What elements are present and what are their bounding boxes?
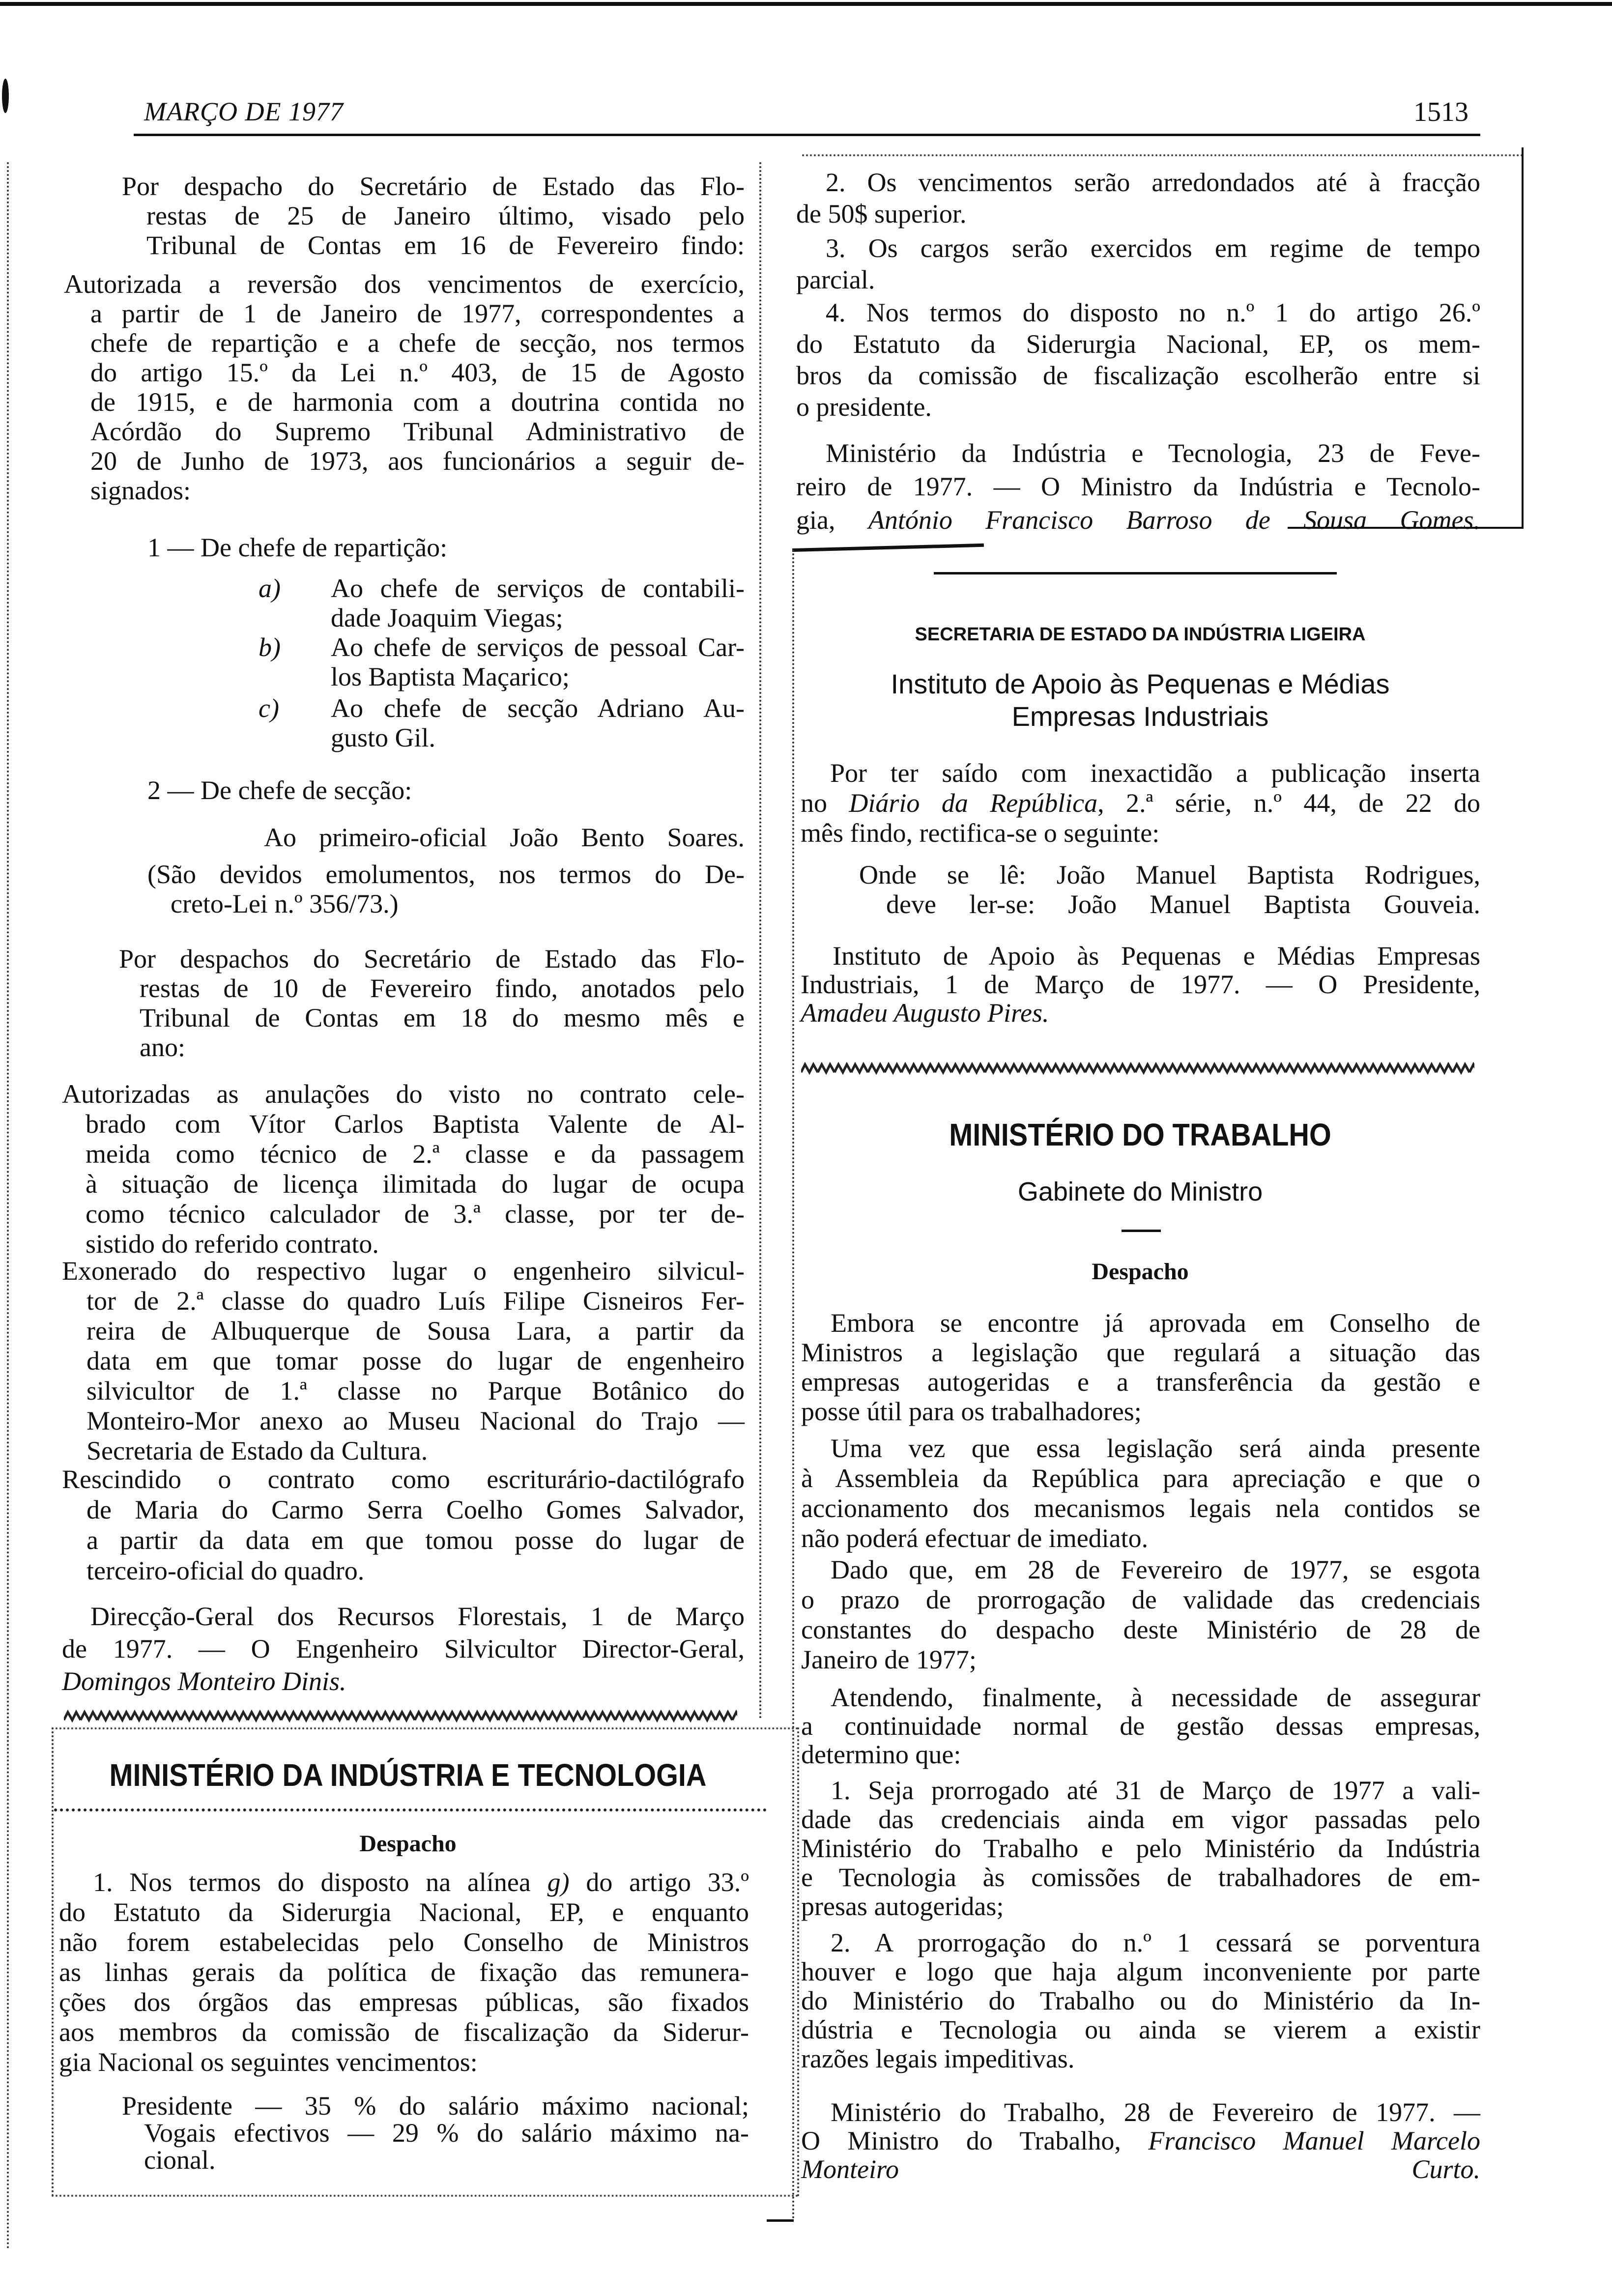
text-line: de 1977. — O Engenheiro Silvicultor Director-Geral, xyxy=(62,1634,745,1664)
box-border-top xyxy=(52,1727,799,1729)
text-line: 3. Os cargos serão exercidos em regime de tempo xyxy=(826,233,1480,263)
text-line: Autorizadas as anulações do visto no contrato cele- xyxy=(62,1079,745,1109)
box-border-top xyxy=(802,154,1524,156)
despacho-heading: Despacho xyxy=(359,1831,457,1857)
text-line: 2 — De chefe de secção: xyxy=(147,775,412,805)
text-line: Presidente — 35 % do salário máximo nacional; xyxy=(122,2091,749,2121)
text-line: tor de 2.ª classe do quadro Luís Filipe Cisneiros Fer- xyxy=(86,1286,745,1316)
text-line: à Assembleia da República para apreciação e que o xyxy=(801,1464,1480,1493)
text-line: Tribunal de Contas em 16 de Fevereiro findo: xyxy=(146,230,745,260)
text-line: Ministros a legislação que regulará a situação das xyxy=(801,1338,1480,1367)
list-heading xyxy=(147,775,745,805)
text-line: do Estatuto da Siderurgia Nacional, EP, os mem- xyxy=(796,329,1480,359)
italic-text: g) xyxy=(547,1867,570,1897)
text-line: gusto Gil. xyxy=(331,723,436,752)
text-line: Instituto de Apoio às Pequenas e Médias Empresas xyxy=(833,941,1480,971)
text-line: Secretaria de Estado da Cultura. xyxy=(86,1436,428,1465)
text-line: Autorizada a reversão dos vencimentos de exercício, xyxy=(64,269,745,299)
list-item-label: a) xyxy=(259,574,281,603)
text-line: Ministério do Trabalho, 28 de Fevereiro de 1977. — xyxy=(831,2097,1480,2127)
text-line xyxy=(796,503,1480,537)
text-line: de Maria do Carmo Serra Coelho Gomes Salvador, xyxy=(86,1495,745,1524)
ministry-title: MINISTÉRIO DO TRABALHO xyxy=(949,1117,1331,1152)
section-rule xyxy=(934,572,1337,574)
text-line: 4. Nos termos do disposto no n.º 1 do artigo 26.º xyxy=(826,298,1480,327)
text-line: Rescindido o contrato como escriturário-dactilógrafo xyxy=(62,1464,745,1494)
signature-block xyxy=(796,436,1480,537)
text-line: chefe de repartição e a chefe de secção, nos termos xyxy=(90,328,745,358)
text-line: o presidente. xyxy=(796,392,932,422)
text-segment: , 2.ª série, n.º 44, de 22 do xyxy=(1097,788,1481,818)
italic-text: António Francisco Barroso de Sousa Gomes. xyxy=(868,505,1480,535)
title-rule xyxy=(54,1808,767,1811)
text-line: Onde se lê: João Manuel Baptista Rodrigues, xyxy=(859,860,1480,890)
correction xyxy=(859,860,1480,919)
paragraph xyxy=(801,1434,1480,1553)
institute-title xyxy=(801,668,1479,733)
header-date: MARÇO DE 1977 xyxy=(144,97,344,126)
list-item-label: c) xyxy=(259,693,279,723)
text-line: mês findo, rectifica-se o seguinte: xyxy=(801,818,1160,848)
despacho-heading: Despacho xyxy=(1092,1259,1189,1285)
text-line: Tribunal de Contas em 18 do mesmo mês e xyxy=(140,1003,745,1033)
text-segment: gia, xyxy=(796,505,868,535)
cabinet-heading: Gabinete do Ministro xyxy=(1017,1177,1263,1206)
paragraph xyxy=(796,167,1480,230)
text-line: Ministério da Indústria e Tecnologia, 23 de Feve- xyxy=(826,438,1480,468)
text-line: dade Joaquim Viegas; xyxy=(331,603,563,632)
text-line: do Ministério do Trabalho ou do Ministério da In- xyxy=(801,1986,1480,2015)
signature-block xyxy=(801,942,1480,1027)
text-line: Por ter saído com inexactidão a publicação inserta xyxy=(830,758,1480,788)
box-border-bottom xyxy=(52,2195,799,2197)
header-rule xyxy=(134,134,1480,136)
text-line: reiro de 1977. — O Ministro da Indústria e Tecnolo- xyxy=(796,472,1480,501)
paragraph xyxy=(64,269,745,505)
text-line: Vogais efectivos — 29 % do salário máximo na- xyxy=(144,2118,749,2148)
text-line xyxy=(801,2155,1480,2183)
text-line: creto-Lei n.º 356/73.) xyxy=(171,889,399,918)
text-line: o prazo de prorrogação de validade das credenciais xyxy=(801,1585,1480,1614)
text-line xyxy=(801,999,1480,1027)
text-line: de 1915, e de harmonia com a doutrina contida no xyxy=(90,387,745,417)
text-line: presas autogeridas; xyxy=(801,1892,1004,1921)
paragraph xyxy=(122,172,745,260)
italic-text: Domingos Monteiro Dinis. xyxy=(62,1666,346,1696)
text-line: Industriais, 1 de Março de 1977. — O Presidente, xyxy=(801,970,1480,999)
text-line: constantes do despacho deste Ministério de 28 de xyxy=(801,1615,1480,1644)
box-border-left xyxy=(792,549,794,2220)
text-line: Acórdão do Supremo Tribunal Administrativo de xyxy=(90,417,745,446)
text-line: los Baptista Maçarico; xyxy=(331,662,570,691)
text-line: dústria e Tecnologia ou ainda se vierem a existir xyxy=(801,2015,1480,2044)
text-line: 2. A prorrogação do n.º 1 cessará se porventura xyxy=(831,1928,1480,1957)
box-corner-mark xyxy=(767,2219,794,2222)
paragraph xyxy=(62,1079,745,1259)
paragraph xyxy=(796,297,1480,423)
box-border-left xyxy=(52,1727,54,2197)
page-number: 1513 xyxy=(1413,97,1468,127)
list-item xyxy=(259,632,745,691)
punch-hole-mark xyxy=(2,79,9,113)
text-line: Ministério do Trabalho e pelo Ministério da Indústria xyxy=(801,1834,1480,1863)
paragraph xyxy=(801,1555,1480,1675)
paragraph xyxy=(796,232,1480,295)
text-line: silvicultor de 1.ª classe no Parque Botânico do xyxy=(86,1376,745,1406)
italic-text: Amadeu Augusto Pires. xyxy=(801,998,1049,1028)
list-item-label: b) xyxy=(259,632,281,662)
text-line: as linhas gerais da política de fixação das remunera- xyxy=(59,1957,749,1987)
text-line: como técnico calculador de 3.ª classe, por ter de- xyxy=(86,1199,745,1229)
text-line: Dado que, em 28 de Fevereiro de 1977, se esgota xyxy=(831,1555,1480,1584)
text-line: signados: xyxy=(90,476,191,505)
column-divider-left xyxy=(759,162,761,1720)
text-line: Direcção-Geral dos Recursos Florestais, 1 de Março xyxy=(90,1602,745,1631)
paragraph xyxy=(801,1308,1480,1426)
list-heading xyxy=(147,533,745,562)
text-line: empresas autogeridas e a transferência da gestão e xyxy=(801,1367,1480,1397)
salary-list xyxy=(122,2093,749,2174)
text-line: não forem estabelecidas pelo Conselho de Ministros xyxy=(59,1927,749,1957)
list-item xyxy=(259,693,745,752)
text-line: Empresas Industriais xyxy=(1011,701,1269,732)
text-line: dade das credenciais ainda em vigor passadas pelo xyxy=(801,1805,1480,1834)
paragraph xyxy=(119,944,745,1062)
text-line: ções dos órgãos das empresas públicas, são fixados xyxy=(59,1987,749,2017)
text-line: restas de 25 de Janeiro último, visado pelo xyxy=(146,201,745,230)
text-segment: 1. Nos termos do disposto na alínea xyxy=(93,1867,547,1897)
text-line: Monteiro-Mor anexo ao Museu Nacional do Trajo — xyxy=(86,1406,745,1435)
text-line: reira de Albuquerque de Sousa Lara, a partir da xyxy=(86,1316,745,1346)
text-line: posse útil para os trabalhadores; xyxy=(801,1397,1142,1426)
text-line: Ao chefe de serviços de contabili- xyxy=(331,574,745,603)
text-line: sistido do referido contrato. xyxy=(86,1229,379,1259)
text-line: restas de 10 de Fevereiro findo, anotados pelo xyxy=(140,974,745,1003)
text-segment: do artigo 33.º xyxy=(569,1867,749,1897)
text-line: houver e logo que haja algum inconveniente por parte xyxy=(801,1957,1480,1986)
paragraph xyxy=(59,1867,749,2077)
text-line: Por despachos do Secretário de Estado das Flo- xyxy=(119,944,745,974)
text-line: gia Nacional os seguintes vencimentos: xyxy=(59,2047,478,2077)
text-line: do Estatuto da Siderurgia Nacional, EP, e enquanto xyxy=(59,1897,749,1927)
text-line: a partir da data em que tomou posse do lugar de xyxy=(86,1525,745,1555)
text-segment: no xyxy=(801,788,849,818)
paragraph xyxy=(801,1928,1480,2073)
text-line: 1 — De chefe de repartição: xyxy=(147,533,448,562)
text-line: Por despacho do Secretário de Estado das Flo- xyxy=(122,172,745,201)
note xyxy=(147,860,745,918)
text-line: e Tecnologia às comissões de trabalhadores de em- xyxy=(801,1863,1480,1892)
text-line: à situação de licença ilimitada do lugar de ocupa xyxy=(86,1169,745,1199)
italic-text: Francisco Manuel Marcelo xyxy=(1148,2126,1480,2155)
text-line: do artigo 15.º da Lei n.º 403, de 15 de Agosto xyxy=(90,358,745,387)
text-line: 20 de Junho de 1973, aos funcionários a seguir de- xyxy=(90,446,745,476)
text-line: Instituto de Apoio às Pequenas e Médias xyxy=(891,668,1390,699)
signature-block xyxy=(62,1600,745,1697)
text-line: Ao chefe de serviços de pessoal Car- xyxy=(331,632,745,662)
text-line: Exonerado do respectivo lugar o engenheiro silvicul- xyxy=(62,1256,745,1286)
text-line: Ao chefe de secção Adriano Au- xyxy=(331,693,745,723)
text-line xyxy=(59,1867,749,1897)
list-item xyxy=(259,574,745,632)
text-line xyxy=(62,1665,745,1697)
secretaria-heading: SECRETARIA DE ESTADO DA INDÚSTRIA LIGEIRA xyxy=(915,624,1366,645)
italic-text: Monteiro Curto. xyxy=(801,2154,1480,2184)
box-border-right xyxy=(797,1727,799,2197)
text-line: bros da comissão de fiscalização escolherão entre si xyxy=(796,361,1480,390)
ornament-divider xyxy=(801,1062,1474,1076)
list-item xyxy=(264,823,745,852)
text-line: meida como técnico de 2.ª classe e da passagem xyxy=(86,1139,745,1169)
text-line: accionamento dos mecanismos legais nela contidos se xyxy=(801,1493,1480,1523)
ministry-title: MINISTÉRIO DA INDÚSTRIA E TECNOLOGIA xyxy=(109,1757,707,1793)
text-line: aos membros da comissão de fiscalização da Siderur- xyxy=(59,2017,749,2047)
text-line: Janeiro de 1977; xyxy=(801,1645,977,1674)
text-line: brado com Vítor Carlos Baptista Valente de Al- xyxy=(86,1109,745,1139)
paragraph xyxy=(62,1464,745,1586)
top-border-line xyxy=(0,2,1612,6)
text-line: de 50$ superior. xyxy=(796,199,967,229)
text-line: data em que tomar posse do lugar de engenheiro xyxy=(86,1346,745,1376)
paragraph xyxy=(801,758,1480,848)
text-line: Atendendo, finalmente, à necessidade de assegurar xyxy=(831,1683,1480,1712)
text-line: parcial. xyxy=(796,265,875,294)
box-border-top xyxy=(792,544,984,552)
paragraph xyxy=(62,1256,745,1466)
text-line: não poderá efectuar de imediato. xyxy=(801,1523,1149,1553)
paragraph xyxy=(801,1776,1480,1921)
text-line: Ao primeiro-oficial João Bento Soares. xyxy=(264,823,745,852)
text-line: cional. xyxy=(144,2145,216,2175)
left-margin-dots xyxy=(7,162,9,2251)
text-line: terceiro-oficial do quadro. xyxy=(86,1556,365,1585)
text-line xyxy=(801,788,1480,818)
signature-block xyxy=(801,2098,1480,2183)
text-segment: O Ministro do Trabalho, xyxy=(801,2126,1149,2155)
text-line: 2. Os vencimentos serão arredondados até à fracção xyxy=(826,168,1480,197)
box-border-right xyxy=(1522,147,1524,528)
italic-text: Diário da República xyxy=(849,788,1098,818)
text-line: (São devidos emolumentos, nos termos do De- xyxy=(147,860,745,889)
text-line: Uma vez que essa legislação será ainda presente xyxy=(831,1434,1480,1463)
text-line: a partir de 1 de Janeiro de 1977, correspondentes a xyxy=(90,299,745,328)
text-line: determino que: xyxy=(801,1740,961,1769)
text-line: ano: xyxy=(140,1033,185,1062)
text-line: a continuidade normal de gestão dessas empresas, xyxy=(801,1711,1480,1741)
short-dash xyxy=(1122,1230,1161,1232)
text-line xyxy=(801,2126,1480,2155)
text-line: 1. Seja prorrogado até 31 de Março de 1977 a vali- xyxy=(831,1776,1480,1805)
text-line: Embora se encontre já aprovada em Conselho de xyxy=(831,1308,1480,1338)
ornament-divider xyxy=(64,1709,737,1724)
text-line: razões legais impeditivas. xyxy=(801,2044,1075,2073)
text-line: deve ler-se: João Manuel Baptista Gouveia. xyxy=(886,890,1480,919)
paragraph xyxy=(801,1683,1480,1769)
